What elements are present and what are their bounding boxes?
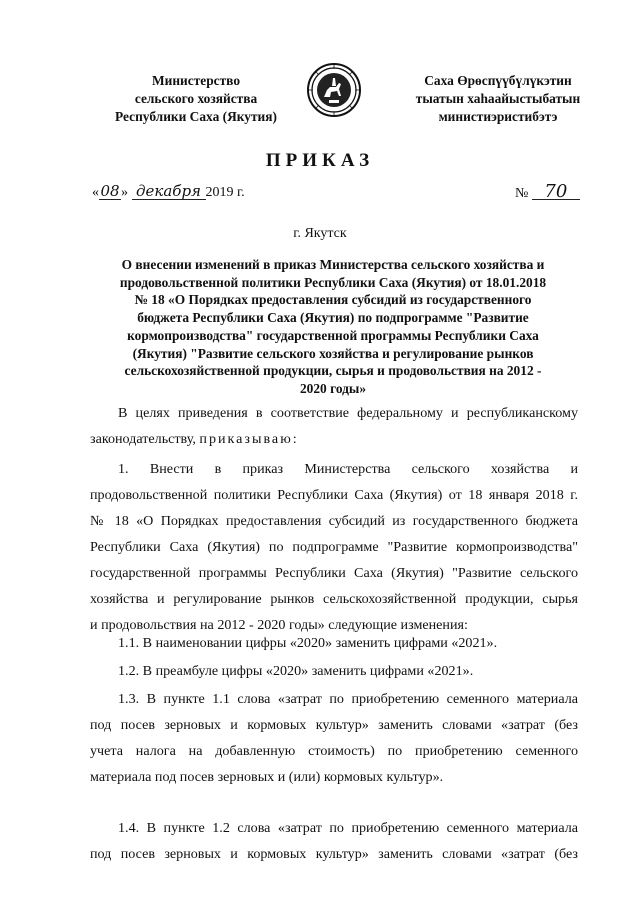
subject-line: сельскохозяйственной продукции, сырья и продовольствия на 2012 -	[124, 363, 542, 379]
subject-line: (Якутия) "Развитие сельского хозяйства и регулирование рынков	[132, 345, 534, 361]
coat-of-arms-sakha-icon	[306, 62, 362, 118]
date-year: 2019 г.	[205, 185, 245, 200]
intro-line	[90, 426, 578, 452]
number-sign: №	[515, 186, 529, 201]
item-1-3-line: материала под посев зерновых и (или) кормовых культур».	[90, 769, 444, 785]
subject-line: бюджета Республики Саха (Якутия) по подпрограмме "Развитие	[137, 310, 529, 326]
item-1-line: хозяйства и регулирование рынков сельскохозяйственной продукции, сырья	[90, 591, 578, 607]
ministry-ru-line: сельского хозяйства	[134, 91, 258, 106]
item-1-line: продовольственной политики Республики Саха (Якутия) от 18 января 2018 г.	[90, 487, 578, 503]
item-1-line: № 18 «О Порядках предоставления субсидий из государственного бюджета	[90, 513, 578, 529]
item-1-line: 1. Внести в приказ Министерства сельского хозяйства и	[118, 461, 578, 477]
intro-text: законодательству,	[90, 431, 196, 447]
ministry-name-russian	[96, 72, 296, 126]
order-keyword: приказываю:	[199, 431, 299, 447]
subject-line: 2020 годы»	[299, 380, 367, 396]
item-1-3-line: 1.3. В пункте 1.1 слова «затрат по приобретению семенного материала	[118, 691, 578, 707]
item-1-paragraph	[90, 456, 578, 638]
date-open-quote: «	[92, 185, 99, 200]
item-1-4-line: 1.4. В пункте 1.2 слова «затрат по приобретению семенного материала	[118, 820, 578, 836]
ministry-name-sakha	[398, 72, 598, 126]
intro-line: В целях приведения в соответствие федеральному и республиканскому	[118, 405, 578, 421]
ministry-sah-line: тыатын хаhаайыстыбатын	[415, 91, 581, 106]
date-month: декабря	[132, 184, 206, 200]
item-1-1-paragraph	[90, 630, 578, 656]
ministry-sah-line: Саха Өрөспүүбүлүкэтин	[424, 73, 572, 88]
item-1-4-line: под посев зерновых и кормовых культур» заменить словами «затрат (без	[90, 846, 578, 862]
ministry-ru-line: Министерство	[151, 73, 241, 88]
subject-line: кормопроизводства" государственной программы Республики Саха	[127, 327, 539, 343]
intro-paragraph	[90, 400, 578, 452]
item-1-2-paragraph	[90, 658, 578, 684]
subject-line: продовольственной политики Республики Саха (Якутия) от 18.01.2018	[119, 274, 547, 290]
document-title: ПРИКАЗ	[265, 150, 375, 171]
subject-line: № 18 «О Порядках предоставления субсидий из государственного	[134, 292, 532, 308]
order-subject	[98, 256, 568, 398]
order-number	[515, 181, 580, 202]
date-day: 08	[100, 182, 120, 200]
ministry-ru-line: Республики Саха (Якутия)	[115, 109, 277, 124]
number-value: 70	[532, 184, 580, 200]
city-line: г. Якутск	[293, 226, 347, 241]
item-1-3-paragraph	[90, 686, 578, 790]
item-1-line: и продовольствия на 2012 - 2020 годы» следующие изменения:	[90, 617, 468, 633]
item-1-line: Республики Саха (Якутия) по подпрограмме "Развитие кормопроизводства"	[90, 539, 578, 555]
order-date	[92, 184, 245, 201]
item-1-3-line: учета налога на добавленную стоимость) по приобретению семенного	[90, 743, 578, 759]
subject-line: О внесении изменений в приказ Министерства сельского хозяйства и	[121, 257, 545, 272]
ministry-sah-line: министиэристибэтэ	[438, 109, 558, 124]
item-1-4-paragraph	[90, 815, 578, 867]
item-1-2-line: 1.2. В преамбуле цифры «2020» заменить цифрами «2021».	[118, 663, 474, 679]
date-close-quote: »	[121, 185, 128, 200]
item-1-3-line: под посев зерновых и кормовых культур» заменить словами «затрат (без	[90, 717, 578, 733]
item-1-line: государственной программы Республики Саха (Якутия) "Развитие сельского	[90, 565, 578, 581]
item-1-1-line: 1.1. В наименовании цифры «2020» заменить цифрами «2021».	[118, 635, 498, 651]
